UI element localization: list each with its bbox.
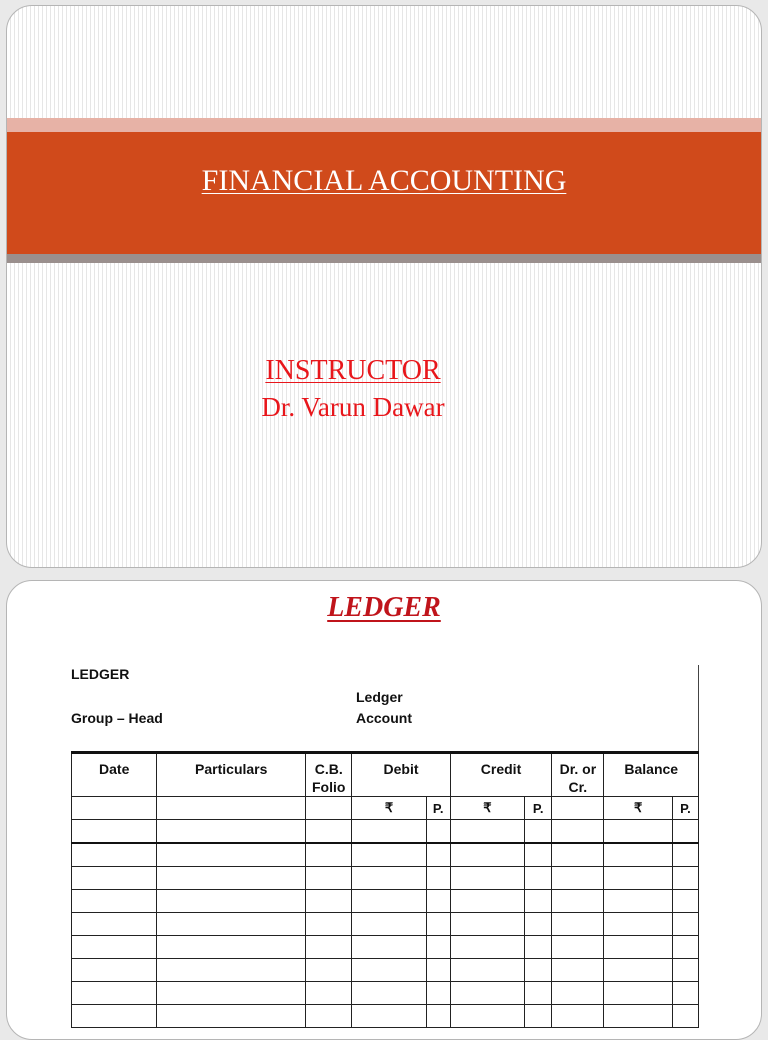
instructor-label: INSTRUCTOR xyxy=(265,355,441,386)
header-cb-folio-line1: C.B. xyxy=(314,761,343,777)
table-row xyxy=(72,820,699,844)
table-header-row xyxy=(72,753,699,797)
debit-paise-unit: P. xyxy=(426,797,450,820)
units-row xyxy=(72,797,699,820)
header-dr-cr xyxy=(552,753,604,797)
title-band-top-stripe xyxy=(7,118,761,132)
credit-rupee-unit: ₹ xyxy=(450,797,524,820)
header-balance: Balance xyxy=(604,753,699,797)
header-date: Date xyxy=(72,753,157,797)
table-row xyxy=(72,867,699,890)
title-band-bottom-stripe xyxy=(7,254,761,263)
debit-rupee-unit: ₹ xyxy=(352,797,426,820)
header-cb-folio-line2: Folio xyxy=(311,779,346,795)
table-row xyxy=(72,1005,699,1028)
table-row xyxy=(72,959,699,982)
header-debit: Debit xyxy=(352,753,450,797)
instructor-name: Dr. Varun Dawar xyxy=(261,392,445,422)
form-heading: LEDGER xyxy=(71,666,130,682)
table-cell xyxy=(157,797,306,820)
title-slide xyxy=(6,5,762,568)
header-credit: Credit xyxy=(450,753,551,797)
ledger-slide-title: LEDGER xyxy=(327,592,441,623)
header-particulars: Particulars xyxy=(157,753,306,797)
table-row xyxy=(72,936,699,959)
ledger-slide xyxy=(6,580,762,1040)
ledger-table xyxy=(71,751,699,1028)
table-row xyxy=(72,843,699,867)
group-head-label: Group – Head xyxy=(71,710,163,726)
balance-paise-unit: P. xyxy=(672,797,698,820)
credit-paise-unit: P. xyxy=(525,797,552,820)
table-cell xyxy=(72,797,157,820)
instructor-block xyxy=(243,353,463,425)
table-row xyxy=(72,982,699,1005)
table-row xyxy=(72,890,699,913)
balance-rupee-unit: ₹ xyxy=(604,797,672,820)
form-right-border xyxy=(698,665,699,757)
account-label: Account xyxy=(356,710,412,726)
table-cell xyxy=(552,797,604,820)
slide-title: FINANCIAL ACCOUNTING xyxy=(201,164,567,197)
ledger-label: Ledger xyxy=(356,689,403,705)
table-cell xyxy=(306,797,352,820)
header-dr-cr-line2: Cr. xyxy=(568,779,588,795)
header-cb-folio xyxy=(306,753,352,797)
header-dr-cr-line1: Dr. or xyxy=(559,761,597,777)
table-row xyxy=(72,913,699,936)
